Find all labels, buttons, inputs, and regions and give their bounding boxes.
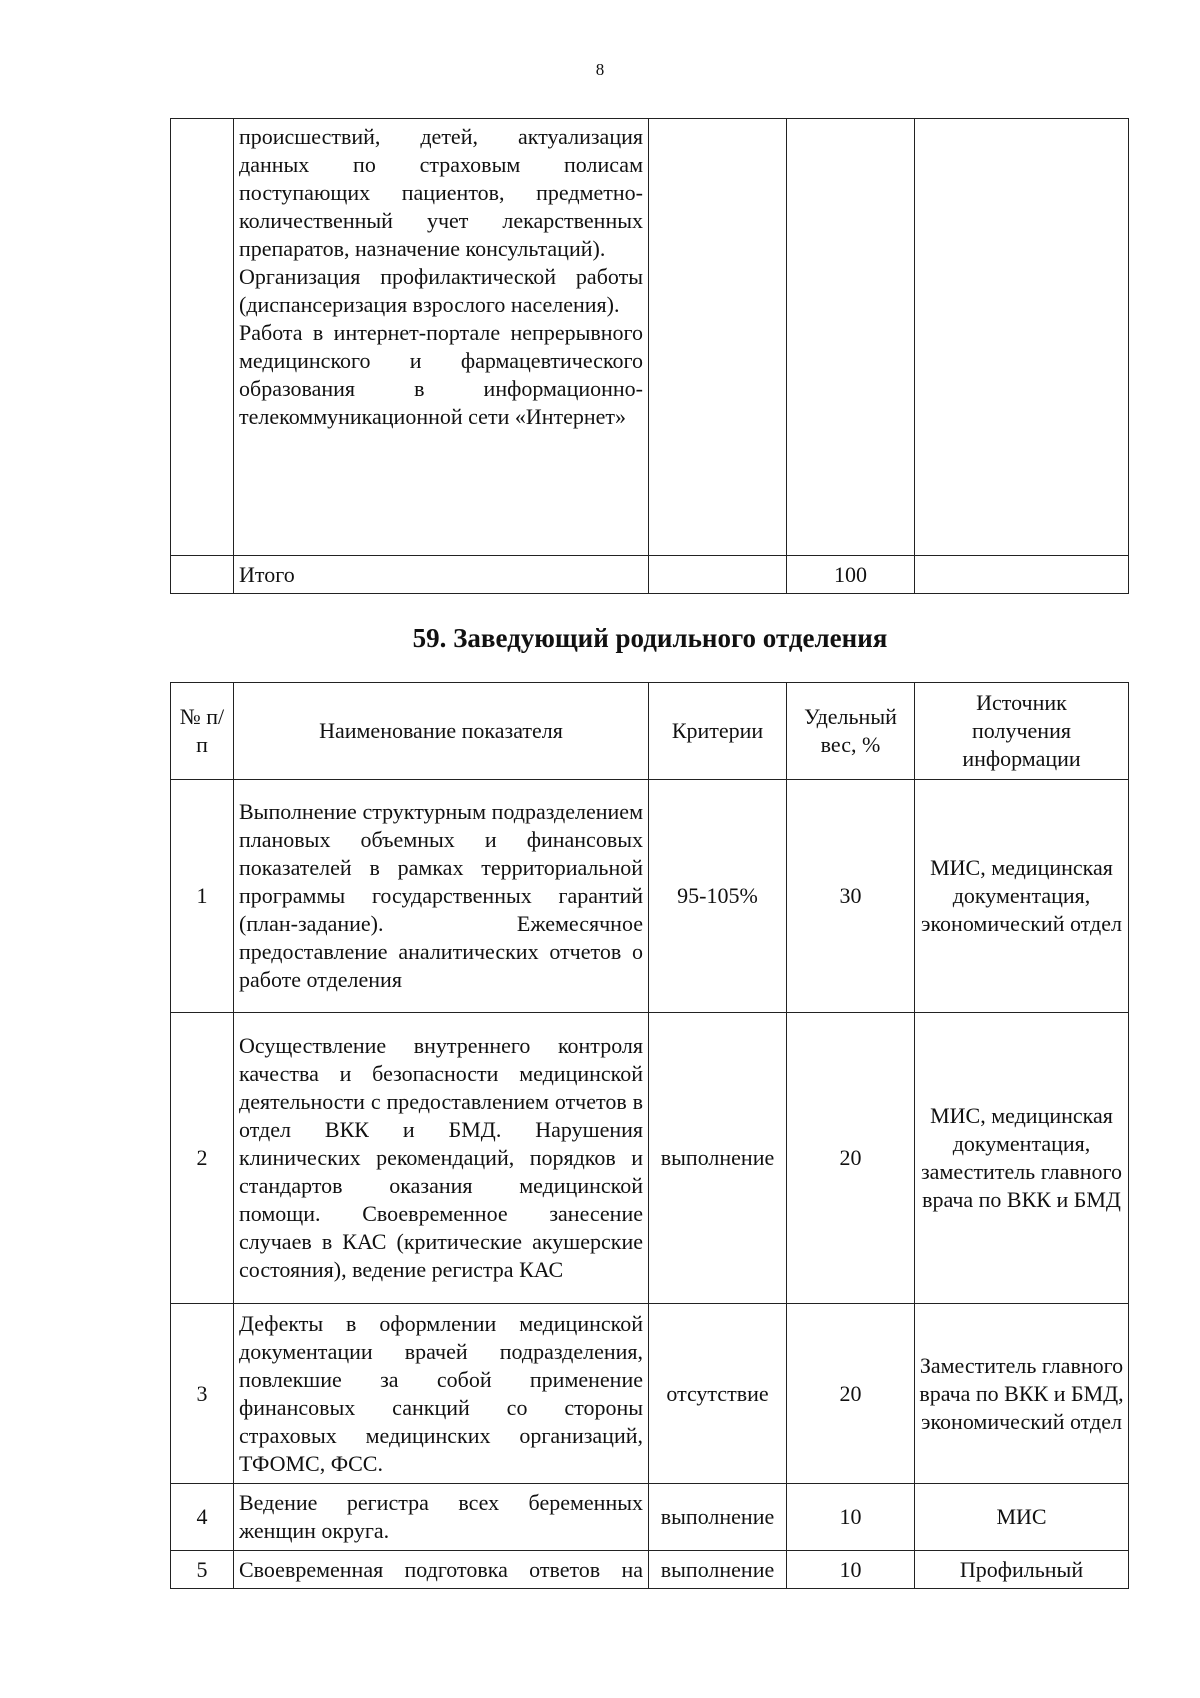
table-row	[171, 1551, 1129, 1589]
table-row	[171, 1304, 1129, 1484]
indicator-paragraph: Организация профилактической работы (диспансеризация взрослого населения).	[239, 264, 643, 317]
table-row	[171, 780, 1129, 1013]
header-source: Источник получения информации	[915, 683, 1129, 780]
page-number: 8	[595, 60, 605, 79]
row-number-cell: 2	[171, 1013, 234, 1304]
table-row	[171, 1484, 1129, 1551]
weight-cell	[787, 119, 915, 556]
row-number-cell: 5	[171, 1551, 234, 1589]
total-row	[171, 556, 1129, 594]
indicator-table	[170, 682, 1129, 1589]
row-number-cell	[171, 556, 234, 594]
source-cell: Профильный	[915, 1551, 1129, 1589]
indicator-name-cell: Своевременная подготовка ответов на	[234, 1551, 649, 1589]
indicator-name-cell: Ведение регистра всех беременных женщин округа.	[234, 1484, 649, 1551]
total-weight: 100	[787, 556, 915, 594]
source-cell	[915, 556, 1129, 594]
source-cell: МИС, медицинская документация, заместитель главного врача по ВКК и БМД	[915, 1013, 1129, 1304]
source-cell: МИС, медицинская документация, экономический отдел	[915, 780, 1129, 1013]
source-cell	[915, 119, 1129, 556]
indicator-paragraph: Работа в интернет-портале непрерывного медицинского и фармацевтического образования в информационно-телекоммуникационной сети «Интернет»	[239, 320, 643, 429]
row-number-cell: 1	[171, 780, 234, 1013]
total-label: Итого	[234, 556, 649, 594]
criteria-cell: выполнение	[649, 1013, 787, 1304]
header-criteria: Критерии	[649, 683, 787, 780]
row-number-cell: 4	[171, 1484, 234, 1551]
criteria-cell	[649, 556, 787, 594]
weight-cell: 10	[787, 1551, 915, 1589]
table-row	[171, 119, 1129, 556]
weight-cell: 10	[787, 1484, 915, 1551]
criteria-cell	[649, 119, 787, 556]
table-header-row	[171, 683, 1129, 780]
header-number: № п/п	[171, 683, 234, 780]
row-number-cell	[171, 119, 234, 556]
table-row	[171, 1013, 1129, 1304]
weight-cell: 30	[787, 780, 915, 1013]
criteria-cell: выполнение	[649, 1551, 787, 1589]
header-weight: Удельный вес, %	[787, 683, 915, 780]
row-number-cell: 3	[171, 1304, 234, 1484]
weight-cell: 20	[787, 1013, 915, 1304]
indicator-table-continued	[170, 118, 1129, 594]
indicator-paragraph: происшествий, детей, актуализация данных по страховым полисам поступающих пациентов, предметно-количественный учет лекарственных препаратов, назначение консультаций).	[239, 124, 643, 261]
indicator-name-cell: Осуществление внутреннего контроля качества и безопасности медицинской деятельности с предоставлением отчетов в отдел ВКК и БМД. Нарушения клинических рекомендаций, порядков и стандартов оказания медицинской помощи. Своевременное занесение случаев в КАС (критические акушерские состояния), ведение регистра КАС	[234, 1013, 649, 1304]
section-title: 59. Заведующий родильного отделения	[412, 623, 888, 653]
criteria-cell: 95-105%	[649, 780, 787, 1013]
weight-cell: 20	[787, 1304, 915, 1484]
criteria-cell: отсутствие	[649, 1304, 787, 1484]
criteria-cell: выполнение	[649, 1484, 787, 1551]
source-cell: Заместитель главного врача по ВКК и БМД, экономический отдел	[915, 1304, 1129, 1484]
header-name: Наименование показателя	[234, 683, 649, 780]
indicator-name-cell: Дефекты в оформлении медицинской документации врачей подразделения, повлекшие за собой применение финансовых санкций со стороны страховых медицинских организаций, ТФОМС, ФСС.	[234, 1304, 649, 1484]
indicator-name-cell: Выполнение структурным подразделением плановых объемных и финансовых показателей в рамках территориальной программы государственных гарантий (план-задание). Ежемесячное предоставление аналитических отчетов о работе отделения	[234, 780, 649, 1013]
indicator-name-cell	[234, 119, 649, 556]
source-cell: МИС	[915, 1484, 1129, 1551]
